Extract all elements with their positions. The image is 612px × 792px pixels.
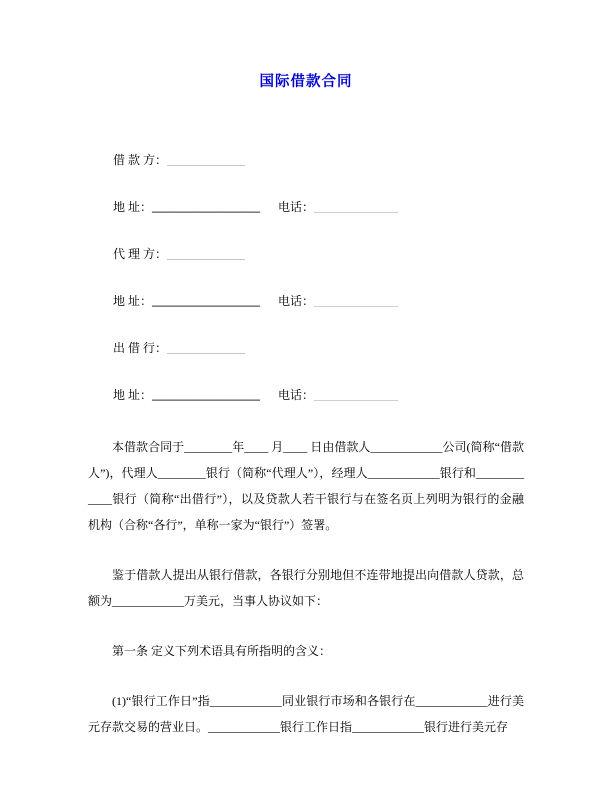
recital-paragraph: 鉴于借款人提出从银行借款，各银行分别地但不连带地提出向借款人贷款，总额为____________万美元，当事人协议如下： <box>88 568 524 608</box>
borrower-row <box>88 151 524 169</box>
phone-label: 电话： <box>278 294 315 308</box>
borrower-address-blank-field[interactable]: __________________ <box>152 200 261 214</box>
contract-body <box>88 434 524 740</box>
phone-label: 电话： <box>278 200 315 214</box>
borrower-label: 借 款 方： <box>113 153 168 167</box>
agent-address-row <box>88 292 524 310</box>
definition-item-1: (1)“银行工作日”指____________同业银行市场和各银行在____________进行美元存款交易的营业日。____________银行工作日指____________银行进行美元存 <box>88 694 524 734</box>
borrower-phone-blank-field[interactable]: ______________ <box>314 200 399 214</box>
lender-bank-row <box>88 339 524 357</box>
agent-phone-blank-field[interactable]: ______________ <box>314 294 399 308</box>
agent-address-blank-field[interactable]: __________________ <box>152 294 261 308</box>
lender-bank-label: 出 借 行： <box>113 341 168 355</box>
lender-address-blank-field[interactable]: __________________ <box>152 388 261 402</box>
address-label: 地 址： <box>113 200 153 214</box>
lender-phone-blank-field[interactable]: ______________ <box>314 388 399 402</box>
address-label: 地 址： <box>113 294 153 308</box>
document-title: 国际借款合同 <box>259 74 353 90</box>
agent-blank-field[interactable]: _____________ <box>167 247 246 261</box>
intro-paragraph: 本借款合同于________年____ 月____ 日由借款人____________公司(简称“借款人”)，代理人________银行（简称“代理人”），经理人____________银行和____________银行（简称“出借行”），以及贷款人若干银行与在签名页上列明为银行的金融机构（合称“各行”，单称一家为“银行”）签署。 <box>88 440 524 532</box>
article-1-heading: 第一条 定义下列术语具有所指明的含义： <box>112 644 332 658</box>
borrower-blank-field[interactable]: _____________ <box>167 153 246 167</box>
agent-label: 代 理 方： <box>113 247 168 261</box>
agent-row <box>88 245 524 263</box>
contract-header-form <box>88 151 524 404</box>
borrower-address-row <box>88 198 524 216</box>
lender-bank-blank-field[interactable]: _____________ <box>167 341 246 355</box>
address-label: 地 址： <box>113 388 153 402</box>
phone-label: 电话： <box>278 388 315 402</box>
lender-address-row <box>88 386 524 404</box>
